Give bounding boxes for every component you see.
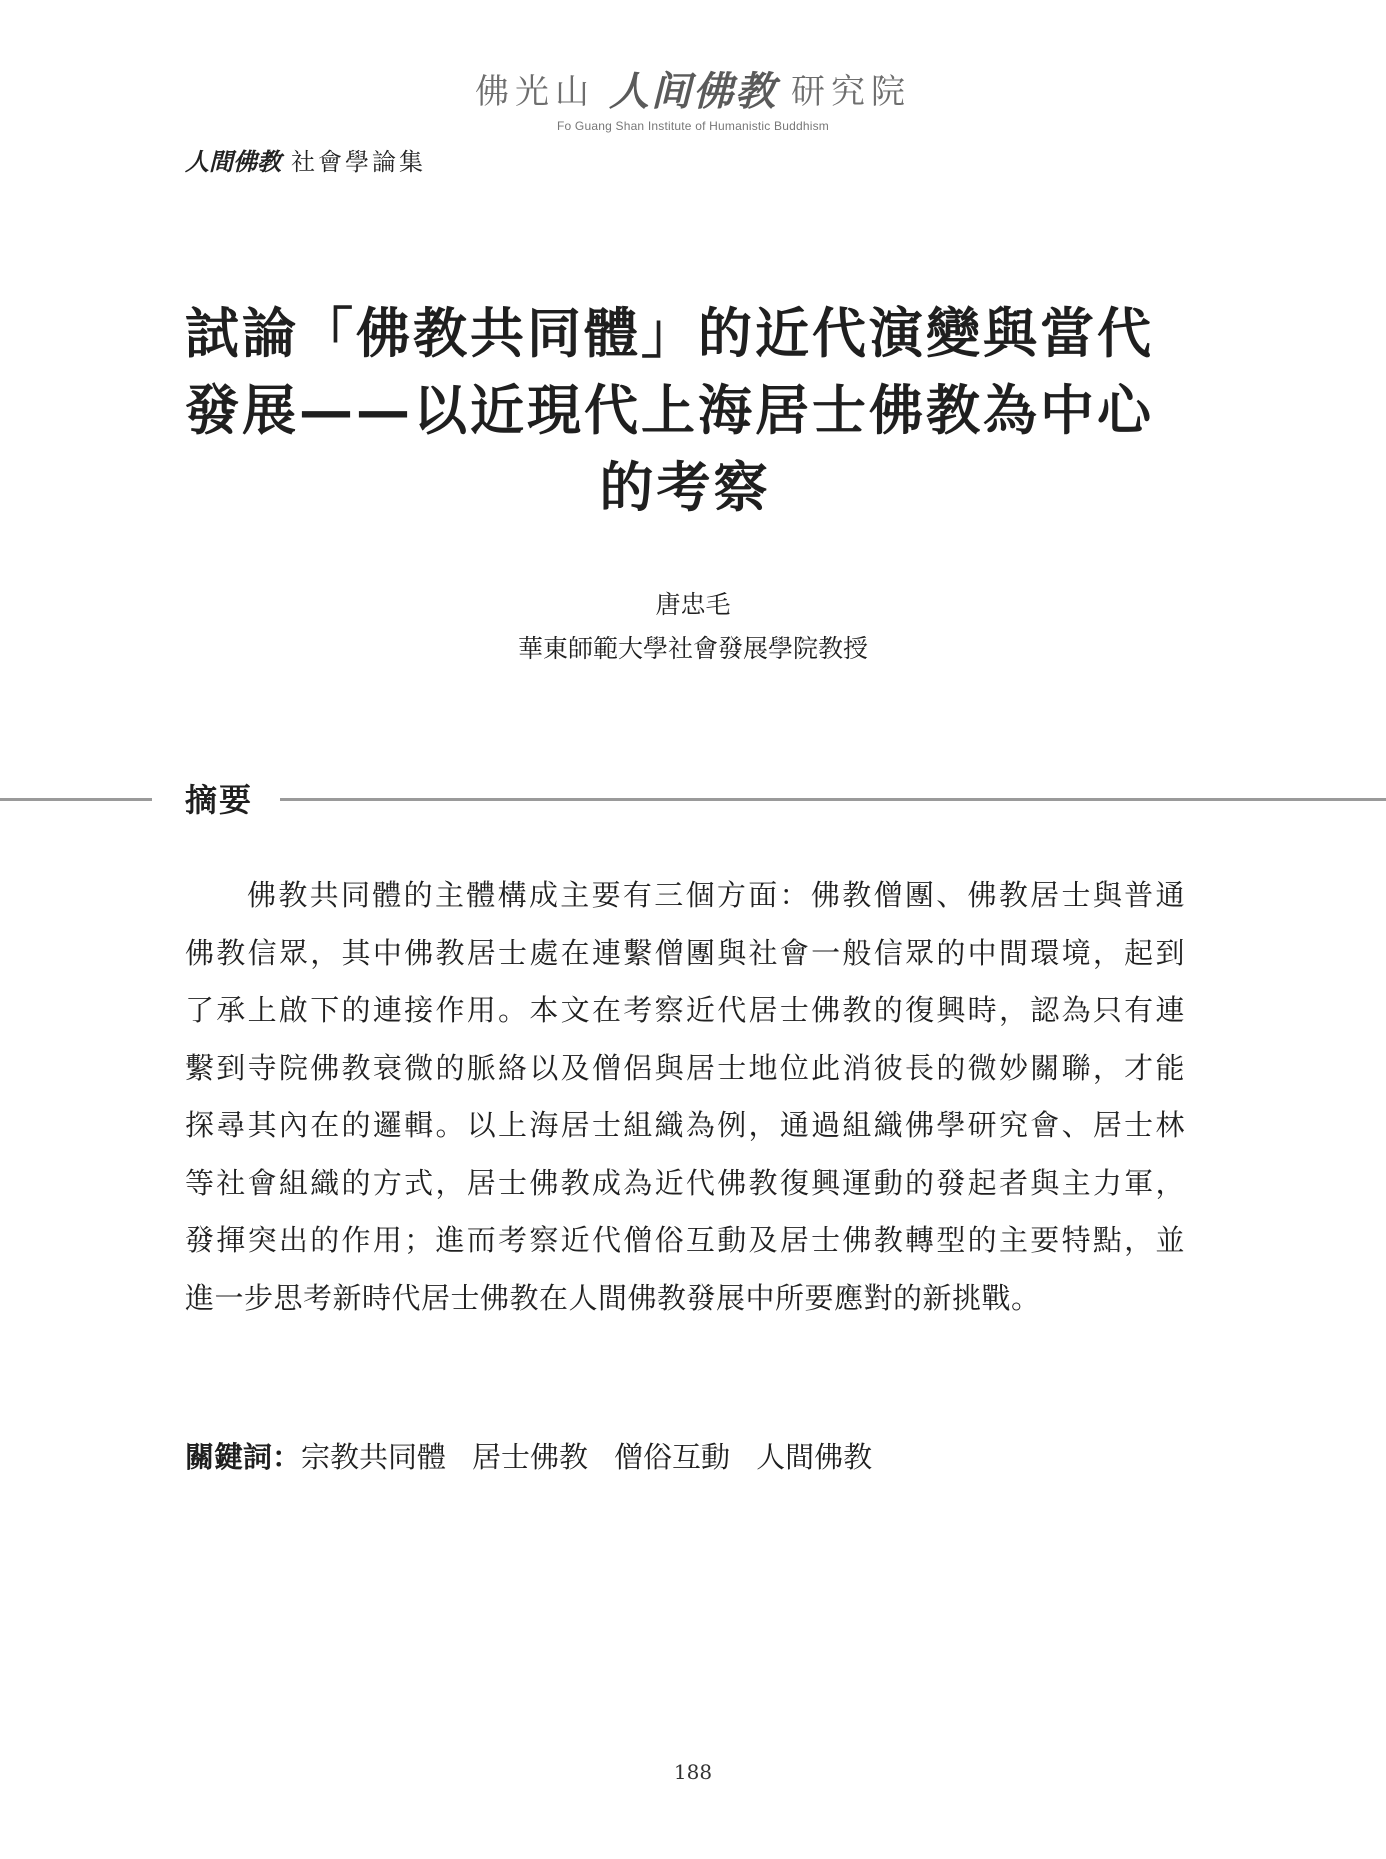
keyword-item: 宗教共同體 (301, 1440, 447, 1474)
institute-header (0, 60, 1386, 133)
heading-rule-left (0, 798, 152, 801)
title-line-2: 發展——以近現代上海居士佛教為中心 (185, 378, 1154, 442)
heading-rule-right (280, 798, 1386, 801)
page-number: 188 (673, 1760, 713, 1784)
title-line-3: 的考察 (599, 455, 771, 519)
abstract-line: 發揮突出的作用；進而考察近代僧俗互動及居士佛教轉型的主要特點，並 (185, 1223, 1185, 1257)
author-affiliation: 華東師範大學社會發展學院教授 (517, 634, 868, 663)
institute-logo (475, 60, 911, 117)
institute-right-text: 研究院 (791, 72, 911, 112)
title-line-1: 試論「佛教共同體」的近代演變與當代 (185, 301, 1154, 365)
keywords (185, 1435, 898, 1476)
abstract-line: 了承上啟下的連接作用。本文在考察近代居士佛教的復興時，認為只有連 (185, 993, 1185, 1027)
abstract-line: 探尋其內在的邏輯。以上海居士組織為例，通過組織佛學研究會、居士林 (185, 1108, 1185, 1142)
keyword-item: 僧俗互動 (614, 1440, 731, 1474)
abstract-line: 進一步思考新時代居士佛教在人間佛教發展中所要應對的新挑戰。 (185, 1280, 1041, 1315)
paper-title (185, 295, 1185, 526)
abstract-line: 繫到寺院佛教衰微的脈絡以及僧侶與居士地位此消彼長的微妙關聯，才能 (185, 1050, 1185, 1085)
series-label (185, 142, 426, 177)
series-brand-calligraphy: 人間佛教 (185, 147, 281, 176)
abstract-body (185, 867, 1185, 1327)
author-name: 唐忠毛 (655, 590, 731, 619)
abstract-line: 等社會組織的方式，居士佛教成為近代佛教復興運動的發起者與主力軍， (185, 1165, 1185, 1200)
keywords-label: 關鍵詞： (185, 1440, 302, 1474)
author-block (0, 583, 1386, 671)
keyword-item: 居士佛教 (472, 1440, 589, 1474)
abstract-line: 佛教信眾，其中佛教居士處在連繫僧團與社會一般信眾的中間環境，起到 (185, 935, 1185, 970)
abstract-heading: 摘要 (185, 781, 254, 819)
institute-left-text: 佛光山 (475, 72, 595, 112)
institute-brand-calligraphy: 人间佛教 (609, 68, 777, 115)
abstract-line: 佛教共同體的主體構成主要有三個方面：佛教僧團、佛教居士與普通 (247, 878, 1185, 912)
series-name: 社會學論集 (291, 148, 426, 176)
abstract-heading-row (0, 775, 1386, 825)
institute-english-name: Fo Guang Shan Institute of Humanistic Buddhism (556, 119, 829, 133)
keyword-item: 人間佛教 (756, 1440, 873, 1474)
